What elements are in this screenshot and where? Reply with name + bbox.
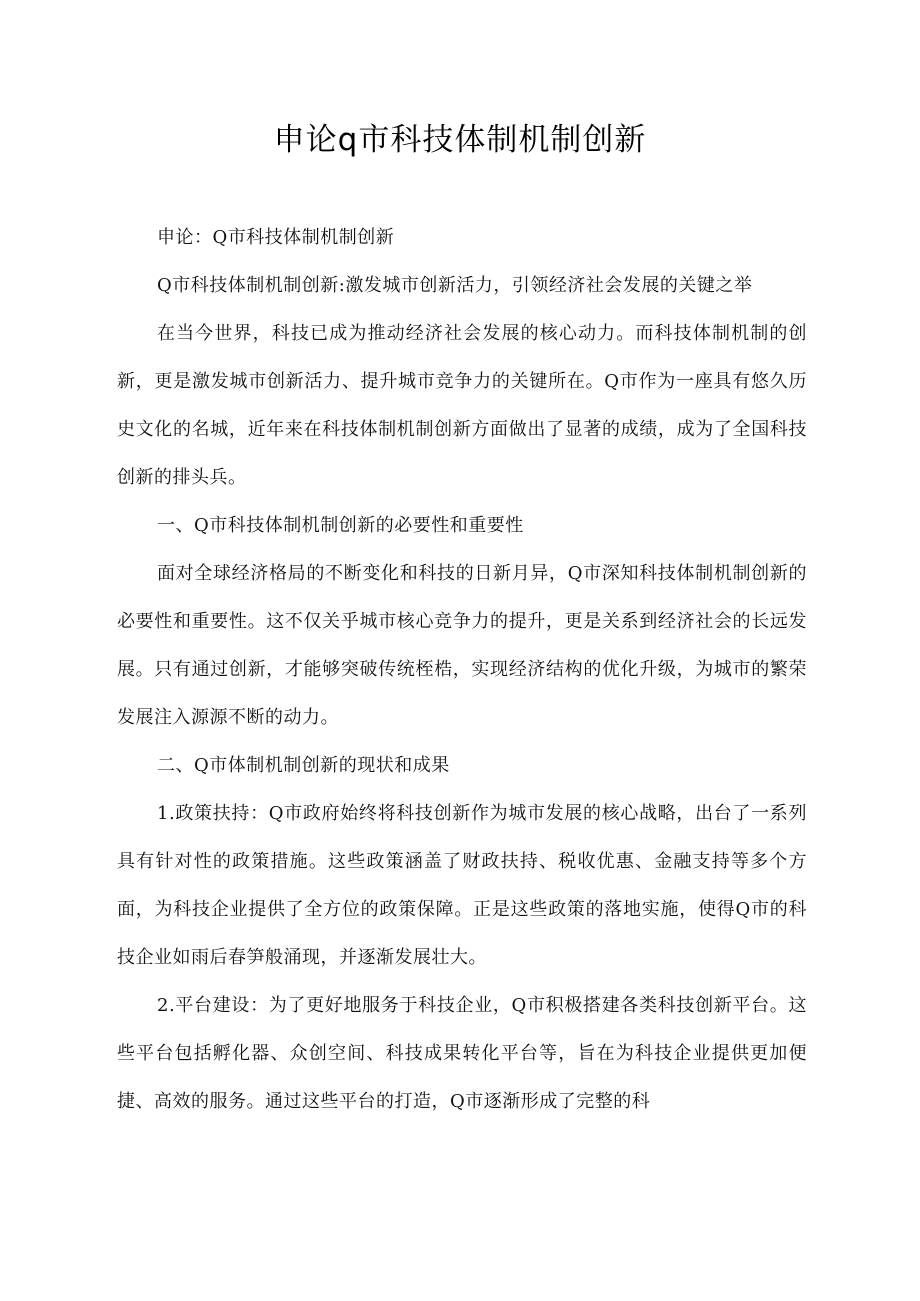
document-title: 申论q市科技体制机制创新 [273,122,647,158]
paragraph-policy-support: 1.政策扶持：Q市政府始终将科技创新作为城市发展的核心战略，出台了一系列具有针对性的政策措施。这些政策涵盖了财政扶持、税收优惠、金融支持等多个方面，为科技企业提供了全方位的政策保障。正是这些政策的落地实施，使得Q市的科技企业如雨后春笋般涌现，并逐渐发展壮大。 [117,803,807,968]
section-heading-2: 二、Q市体制机制创新的现状和成果 [157,755,450,776]
section-heading-1: 一、Q市科技体制机制创新的必要性和重要性 [157,515,524,536]
paragraph-headline: Q市科技体制机制创新:激发城市创新活力，引领经济社会发展的关键之举 [157,275,753,296]
paragraph-section-1: 面对全球经济格局的不断变化和科技的日新月异，Q市深知科技体制机制创新的必要性和重要性。这不仅关乎城市核心竞争力的提升，更是关系到经济社会的长远发展。只有通过创新，才能够突破传统桎梏，实现经济结构的优化升级，为城市的繁荣发展注入源源不断的动力。 [117,563,807,728]
paragraph-intro: 在当今世界，科技已成为推动经济社会发展的核心动力。而科技体制机制的创新，更是激发城市创新活力、提升城市竞争力的关键所在。Q市作为一座具有悠久历史文化的名城，近年来在科技体制机制创新方面做出了显著的成绩，成为了全国科技创新的排头兵。 [117,323,807,488]
document-body [117,214,807,1126]
paragraph-subtitle: 申论：Q市科技体制机制创新 [157,227,395,248]
paragraph-platform-building: 2.平台建设：为了更好地服务于科技企业，Q市积极搭建各类科技创新平台。这些平台包括孵化器、众创空间、科技成果转化平台等，旨在为科技企业提供更加便捷、高效的服务。通过这些平台的打造，Q市逐渐形成了完整的科 [117,995,807,1112]
